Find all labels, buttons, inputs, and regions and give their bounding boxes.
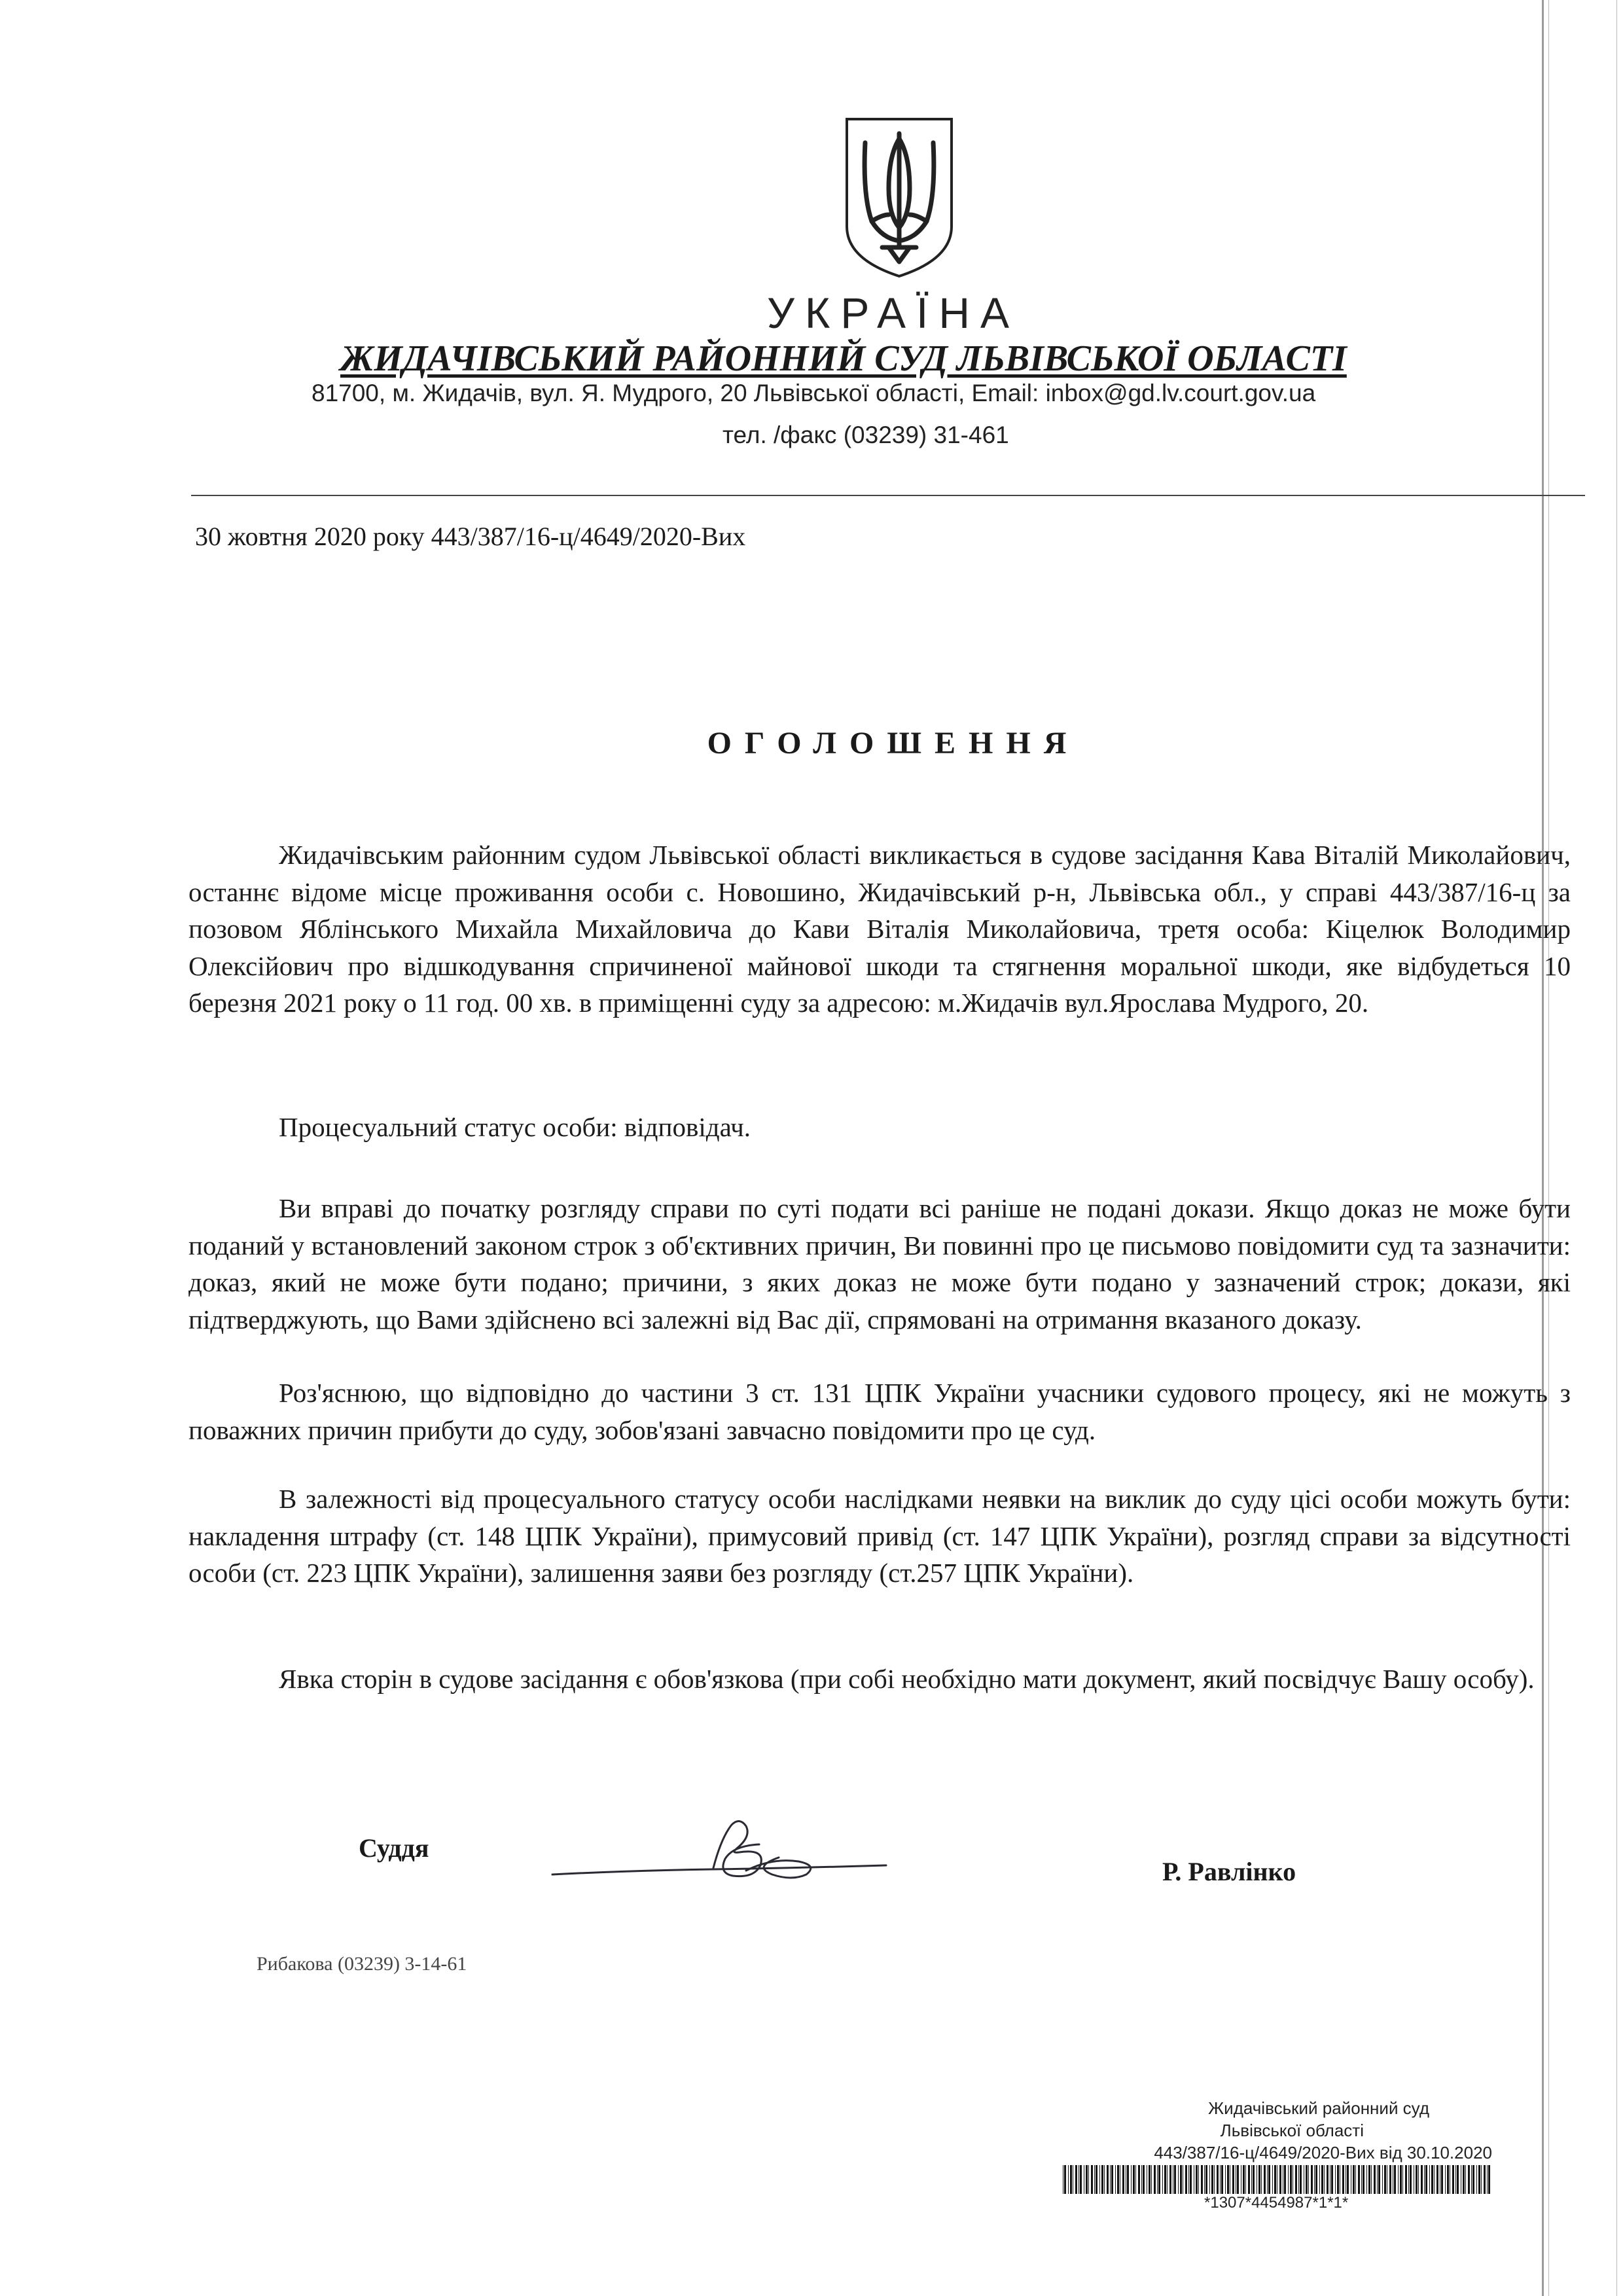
barcode-bar	[1158, 2165, 1160, 2194]
barcode-bar	[1405, 2165, 1407, 2194]
document-title: ОГОЛОШЕННЯ	[707, 726, 1080, 761]
barcode-bar	[1314, 2165, 1315, 2194]
barcode-bar	[1251, 2165, 1252, 2194]
barcode-bar	[1131, 2165, 1132, 2194]
scan-edge-line	[1616, 0, 1617, 2296]
barcode-bar	[1211, 2165, 1213, 2194]
barcode-bar	[1371, 2165, 1372, 2194]
barcode-bar	[1204, 2165, 1205, 2194]
paragraph-consequences: В залежності від процесуального статусу особи наслідками неявки на виклик до суду цісі особи можуть бути: накладення штрафу (ст. 148 ЦПК України), примусовий привід (ст. 147 ЦПК України), розгляд справи за відсутності особи (ст. 223 ЦПК України), залишення заяви без розгляду (ст.257 ЦПК України).	[188, 1484, 1571, 1588]
barcode-bar	[1268, 2165, 1270, 2194]
scan-edge-line	[1542, 0, 1544, 2296]
paragraph-evidence: Ви вправі до початку розгляду справи по суті подати всі раніше не подані докази. Якщо доказ не може бути поданий у встановлений законом строк з об'єктивних причин, Ви повинні про це письмово повідомити суд та зазначити: доказ, який не може бути подано; причини, з яких доказ не може бути подано у зазначений строк; докази, які підтверджують, що Вами здійснено всі залежні від Вас дії, спрямовані на отримання вказаного доказу.	[188, 1193, 1571, 1335]
barcode-bar	[1190, 2165, 1192, 2194]
judge-name: Р. Равлінко	[1162, 1857, 1296, 1886]
barcode-bar	[1198, 2165, 1199, 2194]
barcode-bar	[1096, 2165, 1097, 2194]
barcode-bar	[1088, 2165, 1089, 2194]
barcode-bar	[1331, 2165, 1333, 2194]
barcode-bar	[1232, 2165, 1234, 2194]
barcode-bar	[1384, 2165, 1386, 2194]
barcode-bar	[1335, 2165, 1336, 2194]
barcode-bar	[1315, 2165, 1317, 2194]
court-address: 81700, м. Жидачів, вул. Я. Мудрого, 20 Львівської області, Email: inbox@gd.lv.court.gov.ua	[312, 380, 1316, 406]
barcode-bar	[1227, 2165, 1229, 2194]
barcode-bar	[1452, 2165, 1454, 2194]
barcode-bar	[1178, 2165, 1179, 2194]
barcode-bar	[1424, 2165, 1425, 2194]
barcode-bar	[1468, 2165, 1470, 2194]
barcode-bar	[1363, 2165, 1364, 2194]
barcode-bar	[1402, 2165, 1403, 2194]
barcode-bar	[1149, 2165, 1150, 2194]
barcode-bar	[1174, 2165, 1176, 2194]
barcode	[1061, 2165, 1493, 2194]
barcode-bar	[1151, 2165, 1152, 2194]
barcode-bar	[1064, 2165, 1066, 2194]
barcode-bar	[1290, 2165, 1292, 2194]
barcode-bar	[1465, 2165, 1466, 2194]
barcode-bar	[1221, 2165, 1223, 2194]
barcode-bar	[1117, 2165, 1119, 2194]
barcode-bar	[1188, 2165, 1189, 2194]
barcode-bar	[1070, 2165, 1072, 2194]
barcode-bar	[1382, 2165, 1383, 2194]
barcode-bar	[1342, 2165, 1344, 2194]
barcode-bar	[1288, 2165, 1289, 2194]
barcode-bar	[1441, 2165, 1443, 2194]
barcode-bar	[1463, 2165, 1465, 2194]
barcode-bar	[1169, 2165, 1171, 2194]
barcode-bar	[1122, 2165, 1124, 2194]
stamp-court: Жидачівський районний суд	[1208, 2098, 1429, 2118]
barcode-bar	[1141, 2165, 1142, 2194]
barcode-bar	[1209, 2165, 1210, 2194]
barcode-bar	[1279, 2165, 1281, 2194]
barcode-bar	[1366, 2165, 1367, 2194]
court-name: ЖИДАЧІВСЬКИЙ РАЙОННИЙ СУД ЛЬВІВСЬКОЇ ОБЛАСТІ	[340, 338, 1347, 379]
barcode-bar	[1138, 2165, 1140, 2194]
barcode-bar	[1091, 2165, 1093, 2194]
barcode-bar	[1115, 2165, 1116, 2194]
court-phone: тел. /факс (03239) 31-461	[722, 422, 1009, 448]
barcode-bar	[1436, 2165, 1438, 2194]
barcode-bar	[1478, 2165, 1480, 2194]
barcode-bar	[1154, 2165, 1156, 2194]
barcode-bar	[1101, 2165, 1103, 2194]
barcode-bar	[1253, 2165, 1255, 2194]
barcode-bar	[1162, 2165, 1163, 2194]
barcode-bar	[1237, 2165, 1239, 2194]
barcode-bar	[1429, 2165, 1430, 2194]
paragraph-attendance: Явка сторін в судове засідання є обов'язкова (при собі необхідно мати документ, який посвідчує Вашу особу).	[279, 1664, 1535, 1694]
coat-of-arms-icon	[843, 117, 955, 279]
barcode-bar	[1110, 2165, 1111, 2194]
barcode-bar	[1295, 2165, 1297, 2194]
barcode-bar	[1075, 2165, 1077, 2194]
barcode-bar	[1306, 2165, 1308, 2194]
barcode-bar	[1431, 2165, 1433, 2194]
barcode-bar	[1068, 2165, 1069, 2194]
paragraph-summons: Жидачівським районним судом Львівської області викликається в судове засідання Кава Віталій Миколайович, останнє відоме місце проживання особи с. Новошино, Жидачівський р-н, Львівська обл., у справі 443/387/16-ц за позовом Яблінського Михайла Михайловича до Кави Віталія Миколайовича, третя особа: Кіцелюк Володимир Олексійович про відшкодування спричиненої майнової шкоди та стягнення моральної шкоди, яке відбудеться 10 березня 2021 року о 11 год. 00 хв. в приміщенні суду за адресою: м.Жидачів вул.Ярослава Мудрого, 20.	[188, 840, 1571, 1018]
barcode-bar	[1447, 2165, 1449, 2194]
barcode-bar	[1261, 2165, 1262, 2194]
barcode-bar	[1471, 2165, 1472, 2194]
barcode-bar	[1243, 2165, 1245, 2194]
barcode-bar	[1248, 2165, 1250, 2194]
barcode-bar	[1086, 2165, 1088, 2194]
barcode-bar	[1201, 2165, 1203, 2194]
barcode-bar	[1267, 2165, 1268, 2194]
barcode-bar	[1408, 2165, 1409, 2194]
barcode-bar	[1353, 2165, 1355, 2194]
barcode-bar	[1080, 2165, 1082, 2194]
barcode-bar	[1308, 2165, 1309, 2194]
barcode-bar	[1135, 2165, 1136, 2194]
stamp-registration: 443/387/16-ц/4649/2020-Вих від 30.10.2020	[1154, 2143, 1492, 2162]
barcode-bar	[1205, 2165, 1207, 2194]
paragraph-notice: Роз'яснюю, що відповідно до частини 3 ст. 131 ЦПК України учасники судового процесу, які не можуть з поважних причин прибути до суду, зобов'язані завчасно повідомити про це суд.	[188, 1378, 1571, 1445]
barcode-bar	[1484, 2165, 1486, 2194]
barcode-bar	[1284, 2165, 1286, 2194]
barcode-bar	[1324, 2165, 1325, 2194]
barcode-bar	[1398, 2165, 1399, 2194]
barcode-bar	[1472, 2165, 1474, 2194]
barcode-bar	[1377, 2165, 1378, 2194]
barcode-bar	[1455, 2165, 1456, 2194]
barcode-bar	[1264, 2165, 1266, 2194]
outgoing-number: 30 жовтня 2020 року 443/387/16-ц/4649/2020-Вих	[195, 522, 746, 551]
barcode-bar	[1418, 2165, 1419, 2194]
barcode-bar	[1220, 2165, 1221, 2194]
barcode-bar	[1361, 2165, 1362, 2194]
barcode-bar	[1133, 2165, 1135, 2194]
barcode-bar	[1272, 2165, 1273, 2194]
barcode-bar	[1355, 2165, 1356, 2194]
barcode-bar	[1337, 2165, 1339, 2194]
barcode-bar	[1476, 2165, 1477, 2194]
barcode-bar	[1185, 2165, 1187, 2194]
barcode-bar	[1487, 2165, 1488, 2194]
barcode-number: *1307*4454987*1*1*	[1204, 2194, 1349, 2212]
barcode-bar	[1321, 2165, 1323, 2194]
judge-label: Суддя	[359, 1833, 429, 1863]
paragraph-status: Процесуальний статус особи: відповідач.	[279, 1112, 751, 1142]
executor-contact: Рибакова (03239) 3-14-61	[257, 1953, 467, 1975]
stamp-region: Львівської області	[1220, 2121, 1364, 2140]
barcode-bar	[1143, 2165, 1145, 2194]
barcode-bar	[1274, 2165, 1276, 2194]
barcode-bar	[1258, 2165, 1260, 2194]
barcode-bar	[1127, 2165, 1129, 2194]
barcode-bar	[1167, 2165, 1168, 2194]
barcode-bar	[1245, 2165, 1246, 2194]
barcode-bar	[1347, 2165, 1349, 2194]
barcode-bar	[1311, 2165, 1313, 2194]
country-name: УКРАЇНА	[766, 289, 1020, 337]
barcode-bar	[1180, 2165, 1182, 2194]
barcode-bar	[1358, 2165, 1360, 2194]
barcode-bar	[1225, 2165, 1226, 2194]
header-divider	[191, 495, 1585, 496]
barcode-bar	[1157, 2165, 1158, 2194]
barcode-bar	[1094, 2165, 1095, 2194]
barcode-bar	[1217, 2165, 1219, 2194]
barcode-bar	[1410, 2165, 1412, 2194]
barcode-bar	[1457, 2165, 1459, 2194]
barcode-bar	[1214, 2165, 1215, 2194]
barcode-bar	[1368, 2165, 1370, 2194]
barcode-bar	[1378, 2165, 1380, 2194]
barcode-bar	[1488, 2165, 1490, 2194]
barcode-bar	[1327, 2165, 1329, 2194]
barcode-bar	[1107, 2165, 1109, 2194]
barcode-bar	[1400, 2165, 1402, 2194]
barcode-bar	[1300, 2165, 1302, 2194]
barcode-bar	[1298, 2165, 1299, 2194]
barcode-bar	[1111, 2165, 1113, 2194]
barcode-bar	[1389, 2165, 1391, 2194]
barcode-bar	[1394, 2165, 1396, 2194]
barcode-bar	[1416, 2165, 1418, 2194]
barcode-bar	[1196, 2165, 1198, 2194]
barcode-bar	[1319, 2165, 1320, 2194]
scan-edge-line	[1548, 0, 1549, 2296]
barcode-bar	[1104, 2165, 1105, 2194]
barcode-bar	[1434, 2165, 1435, 2194]
barcode-bar	[1445, 2165, 1446, 2194]
barcode-bar	[1481, 2165, 1482, 2194]
barcode-bar	[1099, 2165, 1100, 2194]
barcode-bar	[1421, 2165, 1423, 2194]
barcode-bar	[1374, 2165, 1376, 2194]
handwritten-signature	[550, 1812, 890, 1884]
barcode-bar	[1425, 2165, 1427, 2194]
barcode-bar	[1164, 2165, 1166, 2194]
